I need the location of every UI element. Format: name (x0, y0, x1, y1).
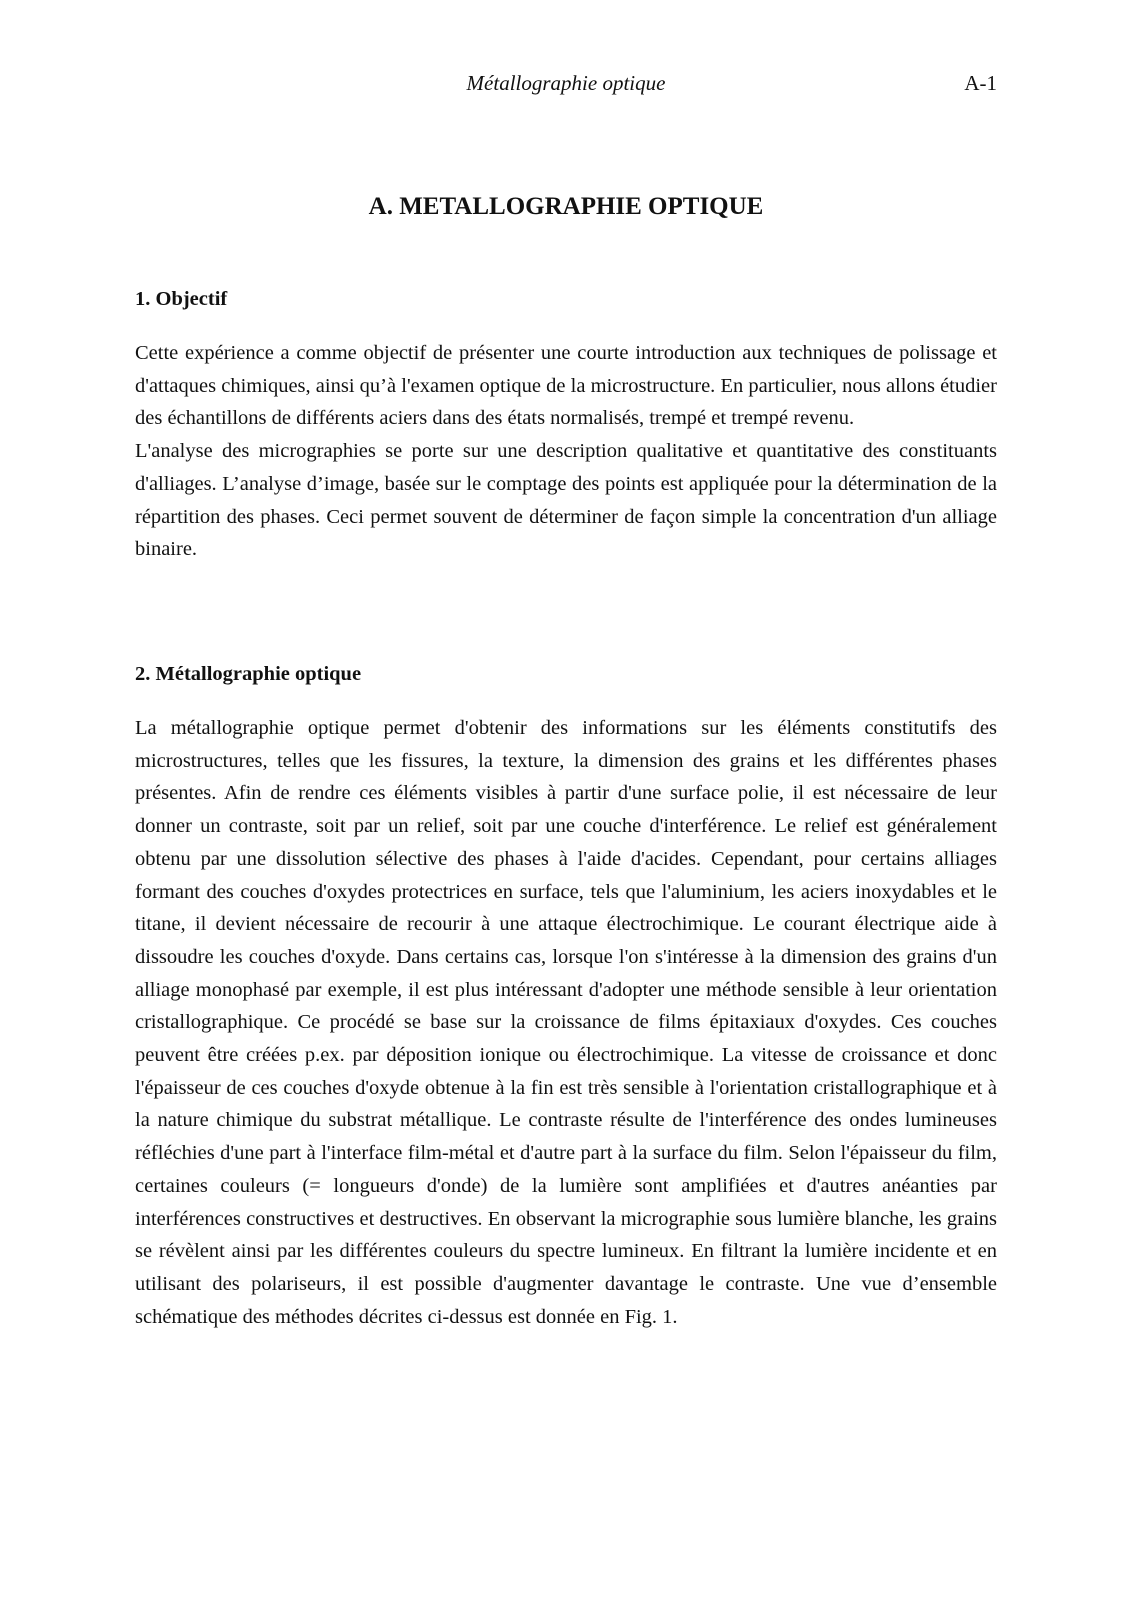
document-title: A. METALLOGRAPHIE OPTIQUE (368, 193, 764, 220)
section-objectif (135, 285, 997, 566)
section-heading: 2. Métallographie optique (135, 663, 362, 685)
paragraph: La métallographie optique permet d'obtenir des informations sur les éléments constitutifs des microstructures, telles que les fissures, la texture, la dimension des grains et les différentes phases présentes. Afin de rendre ces éléments visibles à partir d'une surface polie, il est nécessaire de leur donner un contraste, soit par un relief, soit par une couche d'interférence. Le relief est généralement obtenu par une dissolution sélective des phases à l'aide d'acides. Cependant, pour certains alliages formant des couches d'oxydes protectrices en surface, tels que l'aluminium, les aciers inoxydables et le titane, il devient nécessaire de recourir à une attaque électrochimique. Le courant électrique aide à dissoudre les couches d'oxyde. Dans certains cas, lorsque l'on s'intéresse à la dimension des grains d'un alliage monophasé par exemple, il est plus intéressant d'adopter une méthode sensible à leur orientation cristallographique. Ce procédé se base sur la croissance de films épitaxiaux d'oxydes. Ces couches peuvent être créées p.ex. par déposition ionique ou électrochimique. La vitesse de croissance et donc l'épaisseur de ces couches d'oxyde obtenue à la fin est très sensible à l'orientation cristallographique et à la nature chimique du substrat métallique. Le contraste résulte de l'interférence des ondes lumineuses réfléchies d'une part à l'interface film-métal et d'autre part à la surface du film. Selon l'épaisseur du film, certaines couleurs (= longueurs d'onde) de la lumière sont amplifiées et d'autres anéanties par interférences constructives et destructives. En observant la micrographie sous lumière blanche, les grains se révèlent ainsi par les différentes couleurs du spectre lumineux. En filtrant la lumière incidente et en utilisant des polariseurs, il est possible d'augmenter davantage le contraste. Une vue d’ensemble schématique des méthodes décrites ci-dessus est donnée en Fig. 1. (135, 717, 997, 1328)
paragraph: L'analyse des micrographies se porte sur une description qualitative et quantitative des constituants d'alliages. L’analyse d’image, basée sur le comptage des points est appliquée pour la détermination de la répartition des phases. Ceci permet souvent de déterminer de façon simple la concentration d'un alliage binaire. (135, 440, 997, 561)
running-header (135, 68, 997, 98)
section-heading: 1. Objectif (135, 288, 228, 310)
paragraph: Cette expérience a comme objectif de présenter une courte introduction aux techniques de polissage et d'attaques chimiques, ainsi qu’à l'examen optique de la microstructure. En particulier, nous allons étudier des échantillons de différents aciers dans des états normalisés, trempé et trempé revenu. (135, 342, 997, 430)
section-metallographie-optique (135, 660, 997, 1333)
running-title: Métallographie optique (466, 71, 666, 95)
page-number: A-1 (964, 71, 997, 95)
